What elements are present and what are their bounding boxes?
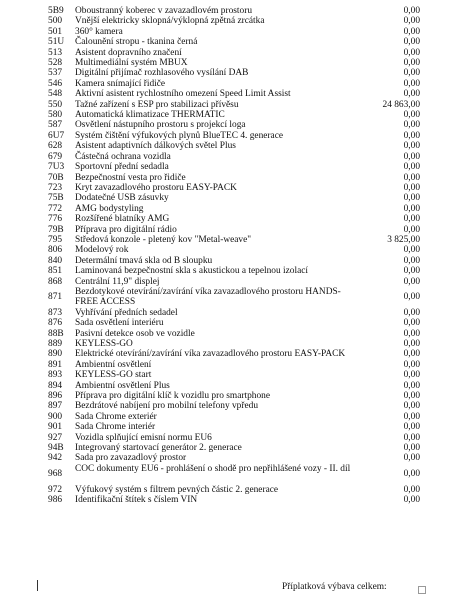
equipment-price: 0,00 [403,182,420,193]
equipment-row [48,329,420,339]
equipment-code: 871 [48,292,63,303]
equipment-description: Identifikační štítek s číslem VIN [75,495,198,506]
equipment-description: Elektrické otevírání/zavírání víka zavazadlového prostoru EASY-PACK [75,349,346,360]
equipment-row [48,89,420,99]
equipment-code: 501 [48,26,63,37]
equipment-code: 546 [48,78,63,89]
equipment-description: Sportovní přední sedadla [75,162,169,173]
equipment-price: 0,00 [403,6,420,16]
equipment-price: 0,00 [403,422,420,433]
equipment-price: 0,00 [403,318,420,329]
equipment-code: 806 [48,245,63,256]
equipment-description: Vozidla splňující emisní normu EU6 [75,432,212,443]
equipment-price: 0,00 [403,151,420,162]
equipment-code: 851 [48,266,63,277]
equipment-row [48,318,420,328]
equipment-code: 968 [48,469,63,480]
equipment-price: 0,00 [403,495,420,506]
equipment-row [48,141,420,151]
equipment-price: 0,00 [403,469,420,480]
equipment-code: 897 [48,401,63,412]
equipment-row [48,173,420,183]
equipment-description: KEYLESS-GO [75,339,133,349]
equipment-description: Aktivní asistent rychlostního omezení Speed Limit Assist [75,89,291,100]
equipment-code: 7U3 [48,162,65,173]
equipment-code: 628 [48,141,63,152]
equipment-table [48,6,420,505]
equipment-row [48,266,420,276]
equipment-price: 0,00 [403,432,420,443]
equipment-price: 0,00 [403,203,420,214]
equipment-code: 528 [48,58,63,69]
equipment-price: 0,00 [403,245,420,256]
equipment-price: 0,00 [403,68,420,79]
equipment-price: 0,00 [403,339,420,349]
equipment-description: Rozšířené blatníky AMG [75,214,170,225]
equipment-price: 0,00 [403,141,420,152]
equipment-code: 587 [48,120,63,131]
equipment-description: COC dokumenty EU6 - prohlášení o shodě pro nepřihlášené vozy - II. díl [75,463,351,474]
equipment-description: Čalounění stropu - tkanina černá [75,37,198,48]
equipment-row [48,412,420,422]
equipment-price: 0,00 [403,16,420,27]
equipment-price: 0,00 [403,266,420,277]
equipment-code: 776 [48,214,63,225]
equipment-price: 0,00 [403,276,420,287]
equipment-price: 0,00 [403,443,420,454]
equipment-row [48,308,420,318]
equipment-row [48,256,420,266]
equipment-price: 3 825,00 [387,234,420,245]
equipment-row [48,235,420,245]
equipment-description: Kamera snímající řidiče [75,78,166,89]
equipment-row [48,277,420,287]
equipment-code: 513 [48,47,63,58]
equipment-code: 6U7 [48,130,65,141]
equipment-row [48,68,420,78]
equipment-price: 0,00 [403,380,420,391]
equipment-description: AMG bodystyling [75,203,144,214]
equipment-description: Dodatečné USB zásuvky [75,193,169,204]
equipment-description: Tažné zařízení s ESP pro stabilizaci přívěsu [75,99,239,110]
equipment-code: 79B [48,224,64,235]
equipment-price: 0,00 [403,328,420,339]
equipment-price: 0,00 [403,58,420,69]
equipment-description: KEYLESS-GO start [75,370,152,381]
equipment-description: Příprava pro digitální klíč k vozidlu pro smartphone [75,391,271,402]
equipment-row [48,287,420,308]
equipment-code: 896 [48,391,63,402]
equipment-row [48,245,420,255]
equipment-row [48,495,420,505]
equipment-description: Determální tmavá skla od B sloupku [75,255,213,266]
equipment-description: Centrální 11,9" displej [75,276,160,287]
equipment-description: Integrovaný startovací generátor 2. generace [75,443,242,454]
equipment-row [48,183,420,193]
equipment-row [48,225,420,235]
equipment-price: 0,00 [403,292,420,303]
equipment-price: 0,00 [403,47,420,58]
equipment-code: 873 [48,307,63,318]
equipment-price: 0,00 [403,193,420,204]
equipment-description: Laminovaná bezpečnostní skla s akustickou a tepelnou izolací [75,266,308,277]
equipment-price: 0,00 [403,26,420,37]
equipment-code: 88B [48,328,64,339]
equipment-price: 0,00 [403,453,420,464]
equipment-price: 0,00 [403,349,420,360]
equipment-code: 537 [48,68,63,79]
equipment-row [48,443,420,453]
equipment-code: 679 [48,151,63,162]
equipment-description: Oboustranný koberec v zavazadlovém prostoru [75,6,253,16]
equipment-description: Multimediální systém MBUX [75,58,188,69]
equipment-description: Bezdotykové otevírání/zavírání víka zavazadlového prostoru HANDS-FREE ACCESS [75,286,341,308]
total-row [48,582,420,592]
equipment-code: 51U [48,37,65,48]
equipment-description: Automatická klimatizace THERMATIC [75,110,225,121]
equipment-row [48,120,420,130]
equipment-description: Výfukový systém s filtrem pevných částic 2. generace [75,484,279,495]
equipment-code: 580 [48,110,63,121]
equipment-row [48,391,420,401]
equipment-row [48,349,420,359]
equipment-price: 0,00 [403,120,420,131]
equipment-row [48,339,420,349]
equipment-row [48,100,420,110]
equipment-code: 70B [48,172,64,183]
equipment-price: 0,00 [403,307,420,318]
equipment-row [48,464,420,485]
equipment-code: 840 [48,255,63,266]
equipment-description: Sada pro zavazadlový prostor [75,453,187,464]
equipment-code: 868 [48,276,63,287]
equipment-code: 550 [48,99,63,110]
equipment-code: 876 [48,318,63,329]
equipment-code: 927 [48,432,63,443]
equipment-description: Vyhřívání předních sedadel [75,307,178,318]
equipment-description: 360° kamera [75,26,123,37]
equipment-row [48,453,420,463]
equipment-code: 893 [48,370,63,381]
equipment-code: 75B [48,193,64,204]
equipment-price: 0,00 [403,411,420,422]
equipment-row [48,16,420,26]
equipment-row [48,37,420,47]
equipment-code: 795 [48,234,63,245]
equipment-price: 0,00 [403,359,420,370]
equipment-price: 0,00 [403,401,420,412]
equipment-code: 890 [48,349,63,360]
equipment-price: 0,00 [403,110,420,121]
equipment-code: 972 [48,484,63,495]
equipment-row [48,193,420,203]
equipment-description: Ambientní osvětlení [75,359,152,370]
equipment-row [48,381,420,391]
text-cursor [37,580,38,591]
equipment-code: 548 [48,89,63,100]
equipment-row [48,422,420,432]
equipment-price: 0,00 [403,224,420,235]
equipment-code: 500 [48,16,63,27]
equipment-row [48,110,420,120]
equipment-description: Sada osvětlení interiéru [75,318,164,329]
page-corner-marker [418,586,426,594]
equipment-row [48,401,420,411]
equipment-code: 723 [48,182,63,193]
equipment-code: 901 [48,422,63,433]
equipment-price: 0,00 [403,130,420,141]
equipment-price: 0,00 [403,78,420,89]
equipment-code: 5B9 [48,6,64,16]
equipment-description: Kryt zavazadlového prostoru EASY-PACK [75,182,237,193]
equipment-row [48,485,420,495]
equipment-price: 0,00 [403,172,420,183]
equipment-code: 94B [48,443,64,454]
equipment-description: Sada Chrome interiér [75,422,156,433]
equipment-code: 772 [48,203,63,214]
equipment-row [48,79,420,89]
equipment-description: Digitální přijímač rozhlasového vysílání DAB [75,68,249,79]
equipment-row [48,214,420,224]
equipment-row [48,204,420,214]
equipment-row [48,162,420,172]
equipment-description: Pasivní detekce osob ve vozidle [75,328,195,339]
equipment-price: 0,00 [403,37,420,48]
equipment-description: Příprava pro digitální rádio [75,224,177,235]
equipment-price: 0,00 [403,255,420,266]
equipment-row [48,370,420,380]
equipment-description: Vnější elektricky sklopná/výklopná zpětná zrcátka [75,16,265,27]
equipment-code: 986 [48,495,63,506]
equipment-code: 889 [48,339,63,349]
equipment-price: 0,00 [403,484,420,495]
equipment-description: Modelový rok [75,245,129,256]
equipment-price: 0,00 [403,89,420,100]
equipment-description: Systém čištění výfukových plynů BlueTEC 4. generace [75,130,284,141]
equipment-row [48,360,420,370]
equipment-code: 894 [48,380,63,391]
equipment-code: 942 [48,453,63,464]
equipment-description: Středová konzole - pletený kov "Metal-weave" [75,234,252,245]
equipment-description: Asistent adaptivních dálkových světel Plus [75,141,236,152]
equipment-description: Ambientní osvětlení Plus [75,380,170,391]
equipment-code: 900 [48,411,63,422]
equipment-description: Osvětlení nástupního prostoru s projekcí loga [75,120,246,131]
equipment-description: Částečná ochrana vozidla [75,151,171,162]
equipment-row [48,58,420,68]
equipment-price: 0,00 [403,214,420,225]
equipment-price: 0,00 [403,370,420,381]
equipment-row [48,48,420,58]
equipment-code: 891 [48,359,63,370]
equipment-row [48,131,420,141]
equipment-price: 0,00 [403,391,420,402]
equipment-description: Bezpečnostní vesta pro řidiče [75,172,186,183]
equipment-row [48,433,420,443]
equipment-row [48,152,420,162]
equipment-price: 24 863,00 [382,99,420,110]
equipment-row [48,6,420,16]
equipment-description: Sada Chrome exteriér [75,411,157,422]
equipment-price: 0,00 [403,162,420,173]
equipment-description: Asistent dopravního značení [75,47,182,58]
equipment-row [48,27,420,37]
equipment-description: Bezdrátové nabíjení pro mobilní telefony vpředu [75,401,259,412]
total-label: Příplatková výbava celkem: [282,582,387,592]
